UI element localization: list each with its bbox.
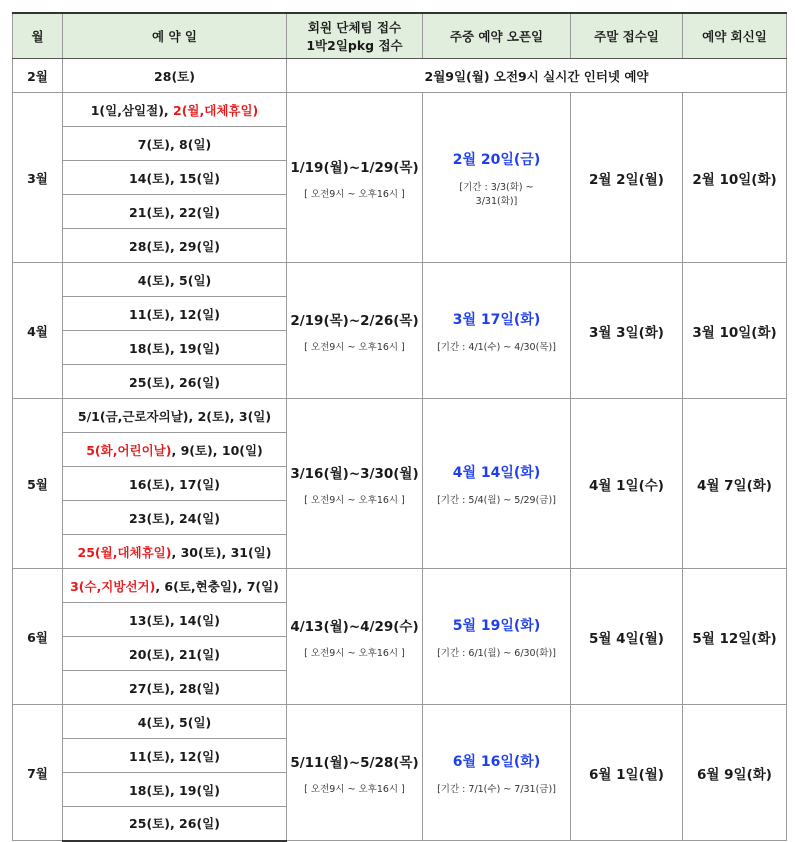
- date-text: 16(토), 17(일): [129, 476, 220, 492]
- date-cell: [63, 93, 287, 127]
- date-cell: 28(토): [63, 59, 287, 93]
- month-cell: 6월: [13, 569, 63, 705]
- group-time: [ 오전9시 ~ 오후16시 ]: [304, 341, 405, 353]
- date-cell: [63, 637, 287, 671]
- weekend-accept-cell: [571, 399, 683, 569]
- period-line2: 3/31(화)]: [475, 195, 518, 207]
- weekend-accept-date: 4월 1일(수): [589, 477, 664, 494]
- header-group-accept: [287, 13, 423, 59]
- period-line1: [기간 : 6/1(월) ~ 6/30(화)]: [437, 647, 556, 659]
- weekend-accept-date: 5월 4일(월): [589, 630, 664, 647]
- date-text: 18(토), 19(일): [129, 782, 220, 798]
- date-text: 28(토), 29(일): [129, 238, 220, 254]
- date-text: 7(토), 8(일): [137, 136, 212, 152]
- group-range: 4/13(월)~4/29(수): [290, 618, 419, 635]
- period-line1: [기간 : 3/3(화) ~: [459, 181, 534, 193]
- header-row: [13, 13, 787, 59]
- reply-date: 6월 9일(화): [697, 766, 772, 783]
- date-cell: [63, 603, 287, 637]
- date-cell: [63, 331, 287, 365]
- reply-date: 4월 7일(화): [697, 477, 772, 494]
- date-text: 18(토), 19(일): [129, 340, 220, 356]
- date-text: 23(토), 24(일): [129, 510, 220, 526]
- date-text-after: , 6(토,현충일), 7(일): [155, 578, 279, 594]
- group-time: [ 오전9시 ~ 오후16시 ]: [304, 783, 405, 795]
- weekend-accept-date: 3월 3일(화): [589, 324, 664, 341]
- date-cell: [63, 161, 287, 195]
- reply-date: 3월 10일(화): [692, 324, 777, 341]
- open-day: 2월 20일(금): [452, 151, 541, 168]
- group-range: 2/19(목)~2/26(목): [290, 312, 419, 329]
- period-line1: [기간 : 5/4(월) ~ 5/29(금)]: [437, 494, 556, 506]
- date-cell: [63, 229, 287, 263]
- open-day: 3월 17일(화): [452, 311, 541, 328]
- date-text: 5/1(금,근로자의날), 2(토), 3(일): [77, 408, 272, 424]
- weekend-accept-cell: [571, 569, 683, 705]
- date-text: 21(토), 22(일): [129, 204, 220, 220]
- reply-cell: [683, 569, 787, 705]
- open-day: 5월 19일(화): [452, 617, 541, 634]
- group-accept-cell: [287, 569, 423, 705]
- weekday-open-cell: [423, 569, 571, 705]
- group-range: 1/19(월)~1/29(목): [290, 159, 419, 176]
- date-text: 11(토), 12(일): [129, 306, 220, 322]
- schedule-row: [13, 93, 787, 127]
- weekday-open-cell: [423, 263, 571, 399]
- date-cell: [63, 365, 287, 399]
- date-text-after: , 9(토), 10(일): [171, 442, 263, 458]
- holiday-date-text: 5(화,어린이날): [86, 442, 172, 458]
- schedule-row: [13, 399, 787, 433]
- schedule-row: [13, 569, 787, 603]
- reservation-schedule-table: [12, 12, 787, 842]
- weekend-accept-cell: [571, 263, 683, 399]
- group-accept-cell: [287, 705, 423, 841]
- reply-date: 5월 12일(화): [692, 630, 777, 647]
- open-day: 6월 16일(화): [452, 753, 541, 770]
- date-cell: [63, 773, 287, 807]
- date-text: 4(토), 5(일): [137, 714, 212, 730]
- date-cell: [63, 671, 287, 705]
- group-accept-cell: [287, 399, 423, 569]
- weekend-accept-date: 6월 1일(월): [589, 766, 664, 783]
- group-range: 3/16(월)~3/30(월): [290, 465, 419, 482]
- date-cell: [63, 297, 287, 331]
- month-cell: 5월: [13, 399, 63, 569]
- open-day: 4월 14일(화): [452, 464, 541, 481]
- schedule-row: [13, 705, 787, 739]
- date-text: 25(토), 26(일): [129, 374, 220, 390]
- month-cell: 4월: [13, 263, 63, 399]
- group-accept-cell: [287, 93, 423, 263]
- group-range: 5/11(월)~5/28(목): [290, 754, 419, 771]
- date-text: 27(토), 28(일): [129, 680, 220, 696]
- date-text: 1(일,삼일절),: [90, 102, 174, 118]
- date-text: 20(토), 21(일): [129, 646, 220, 662]
- date-cell: [63, 501, 287, 535]
- group-time: [ 오전9시 ~ 오후16시 ]: [304, 188, 405, 200]
- weekday-open-cell: [423, 705, 571, 841]
- month-cell: 2월: [13, 59, 63, 93]
- date-cell: [63, 433, 287, 467]
- date-cell: [63, 195, 287, 229]
- date-text: 14(토), 15(일): [129, 170, 220, 186]
- weekend-accept-cell: [571, 705, 683, 841]
- date-cell: [63, 569, 287, 603]
- weekend-accept-date: 2월 2일(월): [589, 171, 664, 188]
- date-cell: [63, 467, 287, 501]
- header-group-line2: 1박2일pkg 접수: [306, 38, 403, 53]
- date-cell: [63, 535, 287, 569]
- weekend-accept-cell: [571, 93, 683, 263]
- weekday-open-cell: [423, 93, 571, 263]
- date-cell: [63, 127, 287, 161]
- group-time: [ 오전9시 ~ 오후16시 ]: [304, 494, 405, 506]
- reply-date: 2월 10일(화): [692, 171, 777, 188]
- reply-cell: [683, 705, 787, 841]
- period-line1: [기간 : 7/1(수) ~ 7/31(금)]: [437, 783, 556, 795]
- schedule-row: [13, 263, 787, 297]
- date-cell: [63, 263, 287, 297]
- group-time: [ 오전9시 ~ 오후16시 ]: [304, 647, 405, 659]
- reply-cell: [683, 399, 787, 569]
- date-text: 13(토), 14(일): [129, 612, 220, 628]
- header-reply: 예약 회신일: [683, 13, 787, 59]
- group-accept-cell: [287, 263, 423, 399]
- header-weekend-accept: 주말 접수일: [571, 13, 683, 59]
- period-line1: [기간 : 4/1(수) ~ 4/30(목)]: [437, 341, 556, 353]
- date-cell: [63, 399, 287, 433]
- feb-row: [13, 59, 787, 93]
- reply-cell: [683, 93, 787, 263]
- date-text-after: , 30(토), 31(일): [171, 544, 272, 560]
- header-reservation-date: 예 약 일: [63, 13, 287, 59]
- month-cell: 3월: [13, 93, 63, 263]
- month-cell: 7월: [13, 705, 63, 841]
- header-group-line1: 회원 단체팀 접수: [307, 20, 402, 35]
- header-month: 월: [13, 13, 63, 59]
- weekday-open-cell: [423, 399, 571, 569]
- date-text: 4(토), 5(일): [137, 272, 212, 288]
- date-cell: [63, 807, 287, 841]
- feb-notice: 2월9일(월) 오전9시 실시간 인터넷 예약: [287, 59, 787, 93]
- date-cell: [63, 739, 287, 773]
- date-text: 25(토), 26(일): [129, 816, 220, 832]
- date-text: 11(토), 12(일): [129, 748, 220, 764]
- holiday-date-text: 2(월,대체휴일): [173, 102, 259, 118]
- holiday-date-text: 3(수,지방선거): [70, 578, 156, 594]
- date-cell: [63, 705, 287, 739]
- header-weekday-open: 주중 예약 오픈일: [423, 13, 571, 59]
- holiday-date-text: 25(월,대체휴일): [77, 544, 172, 560]
- reply-cell: [683, 263, 787, 399]
